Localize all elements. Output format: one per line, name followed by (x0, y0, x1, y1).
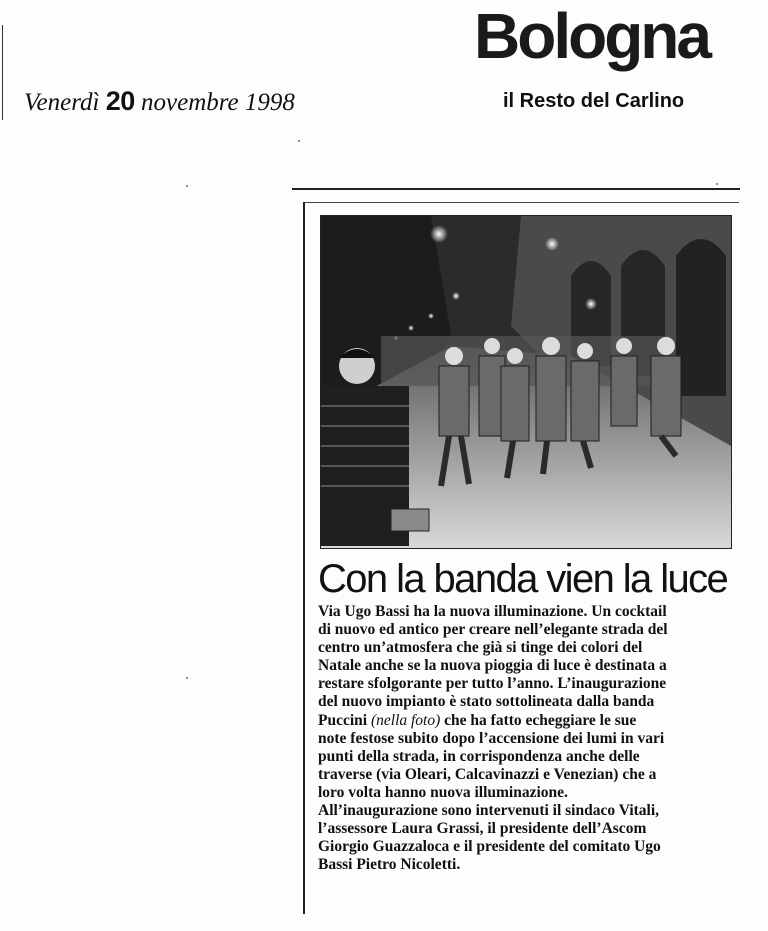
scan-speck (186, 185, 188, 187)
body-text-run: Puccini (318, 711, 371, 729)
photo-illustration (321, 216, 731, 548)
body-line: Via Ugo Bassi ha la nuova illuminazione. Un cocktail (318, 603, 667, 620)
day-number: 20 (105, 86, 135, 116)
body-line: loro volta hanno nuova illuminazione. (318, 783, 568, 801)
news-photo (320, 215, 732, 549)
article-headline: Con la banda vien la luce (318, 557, 728, 601)
body-line: Bassi Pietro Nicoletti. (318, 856, 461, 874)
body-line: l’assessore Laura Grassi, il presidente dell’Ascom (318, 820, 647, 838)
body-line: centro un’atmosfera che già si tinge dei colori del (318, 639, 643, 657)
masthead-date (24, 86, 295, 117)
body-line: del nuovo impianto è stato sottolineata dalla banda (318, 693, 655, 711)
weekday: Venerdì (24, 89, 100, 116)
body-line: Giorgio Guazzaloca e il presidente del comitato Ugo (318, 838, 661, 856)
masthead-city: Bologna (474, 0, 709, 72)
body-line: punti della strada, in corrispondenza anche delle (318, 747, 640, 765)
newspaper-name: il Resto del Carlino (503, 90, 685, 112)
body-line (318, 712, 734, 730)
scan-speck (186, 677, 188, 679)
body-line: restare sfolgorante per tutto l’anno. L’inaugurazione (318, 675, 667, 693)
month-year: novembre 1998 (141, 89, 295, 116)
margin-line (2, 25, 3, 120)
body-text-run: che ha fatto echeggiare le sue (440, 711, 637, 729)
top-rule (292, 188, 740, 190)
body-line: Natale anche se la nuova pioggia di luce è destinata a (318, 657, 667, 675)
article-body (318, 603, 734, 874)
column-rule (303, 202, 305, 914)
scan-speck (716, 183, 718, 185)
body-line: note festose subito dopo l’accensione dei lumi in vari (318, 729, 665, 747)
body-line: All’inaugurazione sono intervenuti il sindaco Vitali, (318, 802, 660, 820)
scan-speck (298, 140, 300, 142)
photo-reference: (nella foto) (370, 711, 441, 729)
body-line: di nuovo ed antico per creare nell’elegante strada del (318, 621, 668, 639)
column-top-rule (303, 202, 739, 203)
body-line: traverse (via Oleari, Calcavinazzi e Venezian) che a (318, 765, 657, 783)
